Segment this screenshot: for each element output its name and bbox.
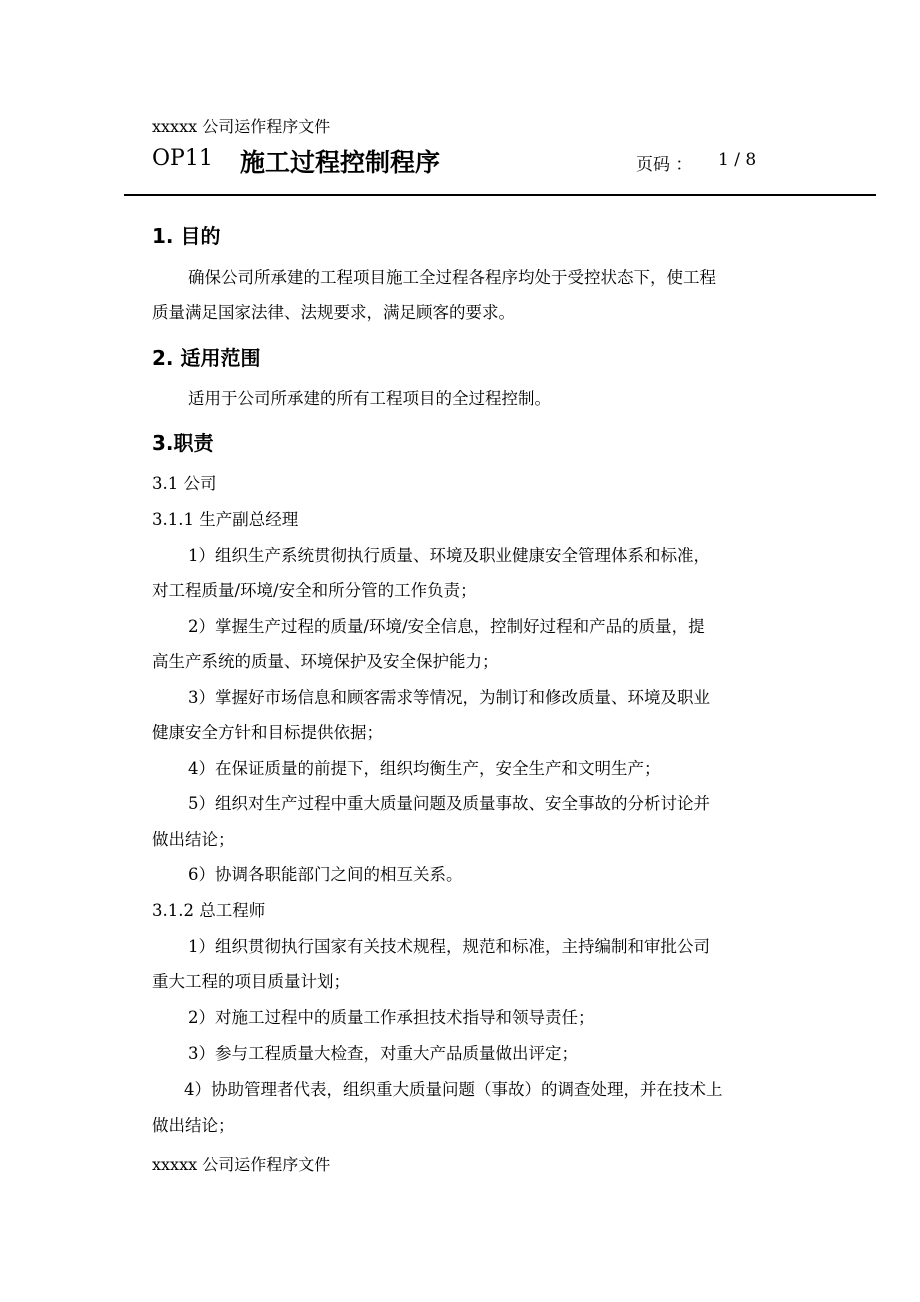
list-item-continuation: 对工程质量/环境/安全和所分管的工作负责； (152, 581, 477, 600)
subsection-heading: 3.1 公司 (152, 474, 217, 493)
list-item: 5）组织对生产过程中重大质量问题及质量事故、安全事故的分析讨论并 (188, 794, 710, 813)
list-item: 6）协调各职能部门之间的相互关系。 (188, 865, 463, 884)
list-item: 1）组织贯彻执行国家有关技术规程，规范和标准，主持编制和审批公司 (188, 937, 710, 956)
list-item: 1）组织生产系统贯彻执行质量、环境及职业健康安全管理体系和标准， (188, 546, 710, 565)
list-item: 4）协助管理者代表，组织重大质量问题（事故）的调查处理，并在技术上 (184, 1080, 723, 1099)
list-item: 2）对施工过程中的质量工作承担技术指导和领导责任； (188, 1008, 595, 1027)
paragraph: 适用于公司所承建的所有工程项目的全过程控制。 (188, 389, 551, 408)
list-item: 3）参与工程质量大检查，对重大产品质量做出评定； (188, 1044, 578, 1063)
list-item-continuation: 做出结论； (152, 1116, 235, 1135)
paragraph: 确保公司所承建的工程项目施工全过程各程序均处于受控状态下，使工程 (188, 268, 716, 287)
paragraph: 质量满足国家法律、法规要求，满足顾客的要求。 (152, 303, 515, 322)
subsection-heading: 3.1.1 生产副总经理 (152, 510, 299, 529)
document-code: OP11 (152, 146, 213, 171)
footer-company: xxxxx 公司运作程序文件 (152, 1155, 331, 1174)
section-heading-responsibilities: 3.职责 (152, 431, 214, 455)
list-item: 4）在保证质量的前提下，组织均衡生产，安全生产和文明生产； (188, 759, 661, 778)
page-number: 1 / 8 (718, 150, 757, 170)
header-divider (124, 194, 876, 196)
subsection-heading: 3.1.2 总工程师 (152, 901, 266, 920)
section-heading-scope: 2. 适用范围 (152, 346, 261, 370)
list-item-continuation: 重大工程的项目质量计划； (152, 972, 350, 991)
list-item: 3）掌握好市场信息和顾客需求等情况，为制订和修改质量、环境及职业 (188, 688, 710, 707)
header-company: xxxxx 公司运作程序文件 (152, 117, 331, 136)
list-item: 2）掌握生产过程的质量/环境/安全信息，控制好过程和产品的质量，提 (188, 617, 705, 636)
document-title: 施工过程控制程序 (240, 148, 441, 177)
page-label: 页码 ： (636, 155, 693, 175)
section-heading-purpose: 1. 目的 (152, 224, 221, 248)
list-item-continuation: 做出结论； (152, 830, 235, 849)
list-item-continuation: 健康安全方针和目标提供依据； (152, 723, 383, 742)
list-item-continuation: 高生产系统的质量、环境保护及安全保护能力； (152, 652, 499, 671)
